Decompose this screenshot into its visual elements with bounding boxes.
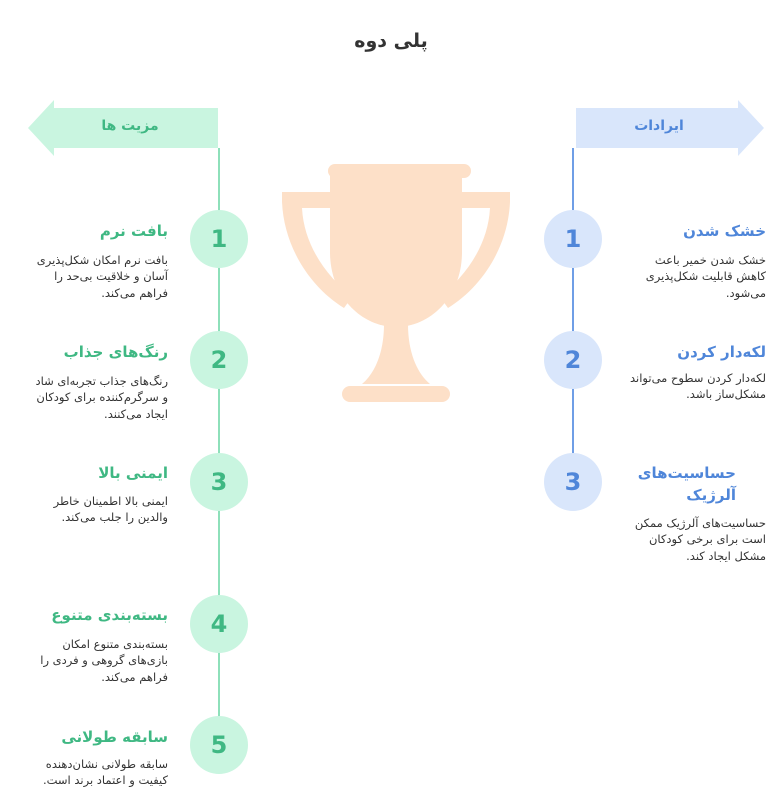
pros-item-title: بافت نرم <box>99 222 168 240</box>
pros-item-desc: رنگ‌های جذاب تجربه‌ای شاد و سرگرم‌کننده برای کودکان ایجاد می‌کنند. <box>35 374 168 421</box>
pros-item-number: 2 <box>190 331 248 389</box>
pros-item-number: 4 <box>190 595 248 653</box>
pros-item-title: رنگ‌های جذاب <box>63 343 168 361</box>
pros-item-number: 5 <box>190 716 248 774</box>
pros-banner-label: مزیت ها <box>101 118 159 134</box>
cons-item-desc: لکه‌دار کردن سطوح می‌تواند مشکل‌ساز باشد. <box>630 371 766 402</box>
pros-item-title: سابقه طولانی <box>61 728 168 746</box>
pros-item-desc: سابقه طولانی نشان‌دهنده کیفیت و اعتماد برند است. <box>42 757 168 788</box>
pros-item-title: ایمنی بالا <box>98 464 168 482</box>
pros-item-number: 1 <box>190 210 248 268</box>
pros-item-number: 3 <box>190 453 248 511</box>
cons-item-number: 2 <box>544 331 602 389</box>
cons-item-number: 3 <box>544 453 602 511</box>
pros-item-desc: بافت نرم امکان شکل‌پذیری آسان و خلاقیت بی‌حد را فراهم می‌کند. <box>36 253 168 300</box>
cons-item-title: لکه‌دار کردن <box>677 343 766 361</box>
cons-item-desc: حساسیت‌های آلرژیک ممکن است برای برخی کودکان مشکل ایجاد کند. <box>634 516 766 563</box>
cons-item-number: 1 <box>544 210 602 268</box>
pros-item-desc: بسته‌بندی متنوع امکان بازی‌های گروهی و فردی را فراهم می‌کند. <box>40 637 168 684</box>
cons-item-title: خشک شدن <box>683 222 766 240</box>
trophy-icon <box>280 162 512 404</box>
pros-item-title: بسته‌بندی متنوع <box>51 606 168 624</box>
cons-item-desc: خشک شدن خمیر باعث کاهش قابلیت شکل‌پذیری می‌شود. <box>645 253 766 300</box>
page-title: پلی دوه <box>354 30 428 52</box>
pros-item-desc: ایمنی بالا اطمینان خاطر والدین را جلب می‌کند. <box>53 494 168 525</box>
cons-banner-label: ایرادات <box>634 118 684 134</box>
cons-timeline-line <box>572 148 574 455</box>
cons-item-title: حساسیت‌های آلرژیک <box>637 464 736 504</box>
